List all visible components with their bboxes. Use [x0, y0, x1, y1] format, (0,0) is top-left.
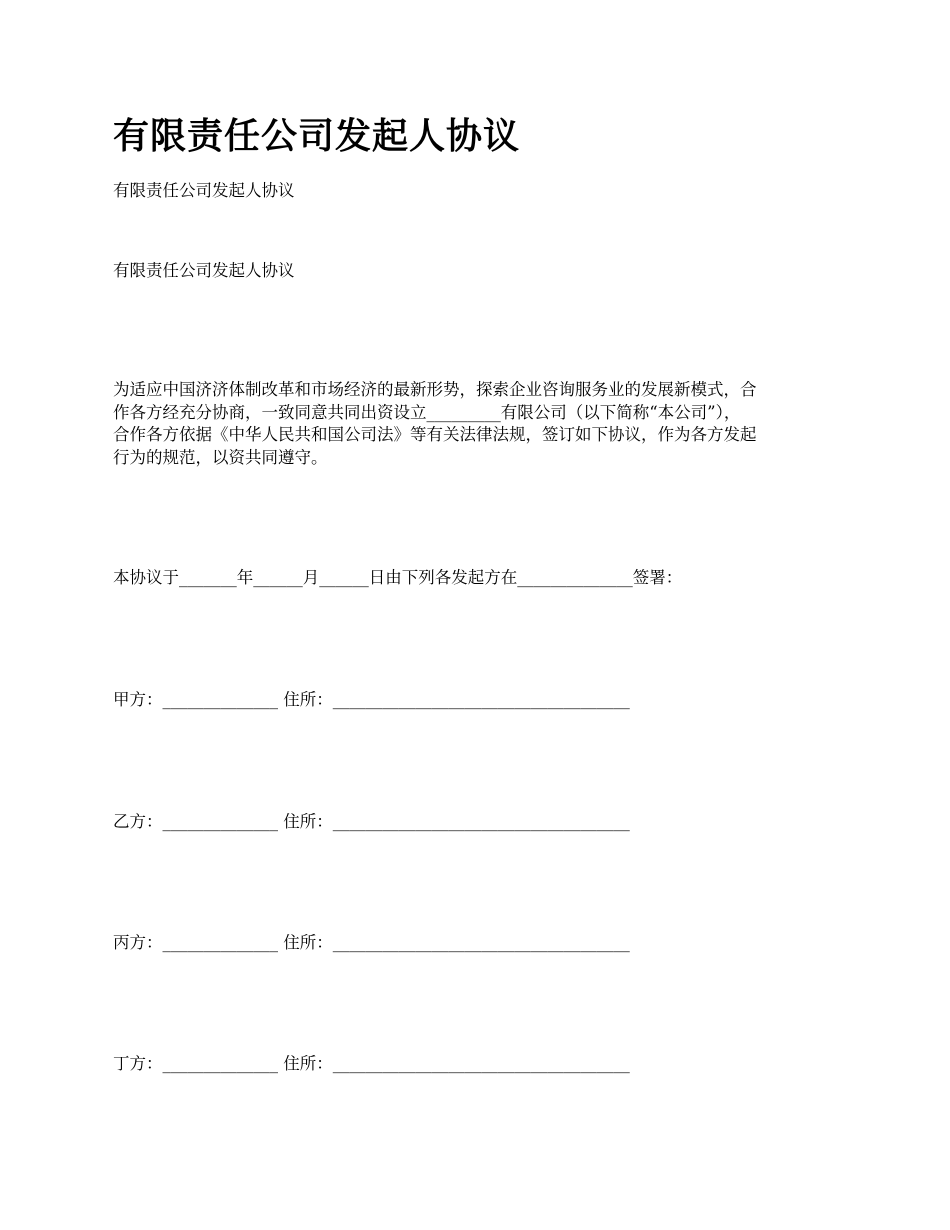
- preamble-line: 合作各方依据《中华人民共和国公司法》等有关法律法规，签订如下协议，作为各方发起: [113, 425, 757, 444]
- preamble-line: 行为的规范，以资共同遵守。: [113, 447, 328, 467]
- preamble-line: 作各方经充分协商，一致同意共同出资设立_________有限公司（以下简称“本公司”），: [113, 402, 741, 422]
- document-subtitle: 有限责任公司发起人协议: [113, 261, 295, 280]
- document-subtitle: 有限责任公司发起人协议: [113, 181, 295, 200]
- party-line-ding: 丁方：______________ 住所：____________________________________: [113, 1054, 630, 1073]
- party-line-bing: 丙方：______________ 住所：____________________________________: [113, 933, 630, 952]
- preamble-line: 为适应中国济济体制改革和市场经济的最新形势，探索企业咨询服务业的发展新模式，合: [113, 380, 757, 399]
- document-title: 有限责任公司发起人协议: [113, 115, 521, 157]
- signing-date-line: 本协议于_______年______月______日由下列各发起方在______________签署：: [113, 568, 683, 587]
- party-line-jia: 甲方：______________ 住所：____________________________________: [113, 690, 630, 709]
- preamble-paragraph: [113, 379, 839, 469]
- party-line-yi: 乙方：______________ 住所：____________________________________: [113, 812, 630, 831]
